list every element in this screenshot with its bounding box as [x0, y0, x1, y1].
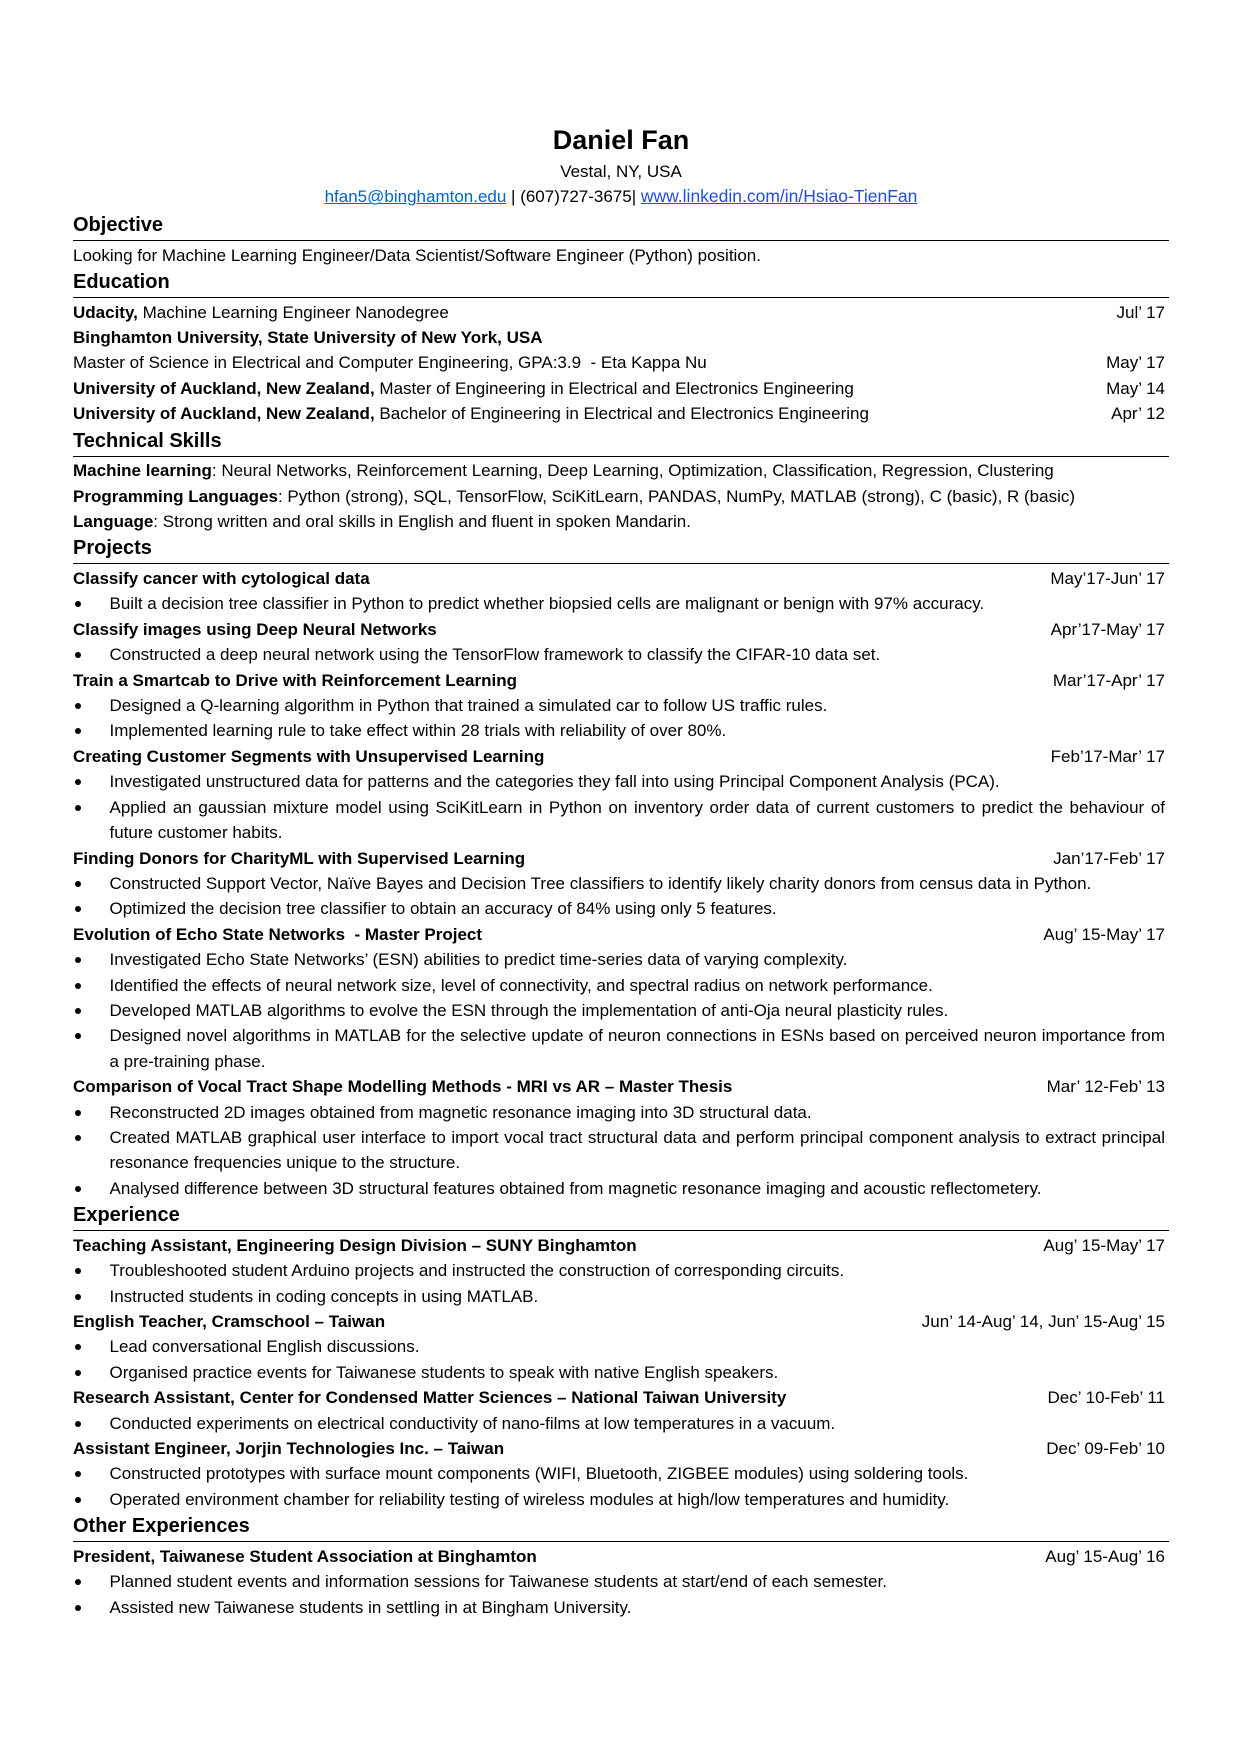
- education-entry: [73, 350, 1169, 375]
- phone-text: | (607)727-3675|: [506, 187, 641, 207]
- experience-bullet: [73, 1360, 1169, 1385]
- objective-statement: Looking for Machine Learning Engineer/Data Scientist/Software Engineer (Python) position.: [73, 245, 761, 265]
- bullet-icon: [75, 1135, 81, 1141]
- bullet-text: Identified the effects of neural network size, level of connectivity, and spectral radius on network performance.: [109, 975, 933, 995]
- section-heading-other-experiences: Other Experiences: [73, 1512, 1169, 1542]
- bullet-icon: [75, 881, 81, 887]
- project-date: Mar’ 12-Feb’ 13: [1046, 1077, 1165, 1097]
- project-date: Jan’17-Feb’ 17: [1053, 848, 1165, 868]
- project-bullet: [73, 795, 1169, 846]
- bullet-text: Conducted experiments on electrical conductivity of nano-films at low temperatures in a vacuum.: [109, 1413, 836, 1433]
- project-bullet: [73, 1100, 1169, 1125]
- candidate-name: Daniel Fan: [552, 125, 690, 155]
- contact-line: [73, 184, 1169, 209]
- project-title: Comparison of Vocal Tract Shape Modelling Methods - MRI vs AR – Master Thesis: [73, 1077, 733, 1097]
- experience-bullet: [73, 1334, 1169, 1359]
- bullet-icon: [75, 1497, 81, 1503]
- bullet-icon: [75, 1471, 81, 1477]
- bullet-text: Instructed students in coding concepts in using MATLAB.: [109, 1286, 539, 1306]
- project-title: Evolution of Echo State Networks - Master Project: [73, 924, 483, 944]
- experience-header: [73, 1233, 1169, 1258]
- email-link[interactable]: hfan5@binghamton.edu: [324, 187, 507, 207]
- bullet-icon: [75, 1605, 81, 1611]
- project-header: [73, 744, 1169, 769]
- other-experience-bullet: [73, 1595, 1169, 1620]
- education-entry: [73, 401, 1169, 426]
- bullet-icon: [75, 1186, 81, 1192]
- bullet-icon: [75, 1294, 81, 1300]
- bullet-text: Optimized the decision tree classifier to obtain an accuracy of 84% using only 5 features.: [109, 899, 777, 919]
- bullet-icon: [75, 1110, 81, 1116]
- project-title: Finding Donors for CharityML with Supervised Learning: [73, 848, 526, 868]
- skill-row: [73, 484, 1169, 509]
- education-entry-text: [73, 401, 869, 426]
- education-entry-text: [73, 350, 707, 375]
- bullet-text: Analysed difference between 3D structural features obtained from magnetic resonance imaging and acoustic reflectometery.: [109, 1178, 1042, 1198]
- project-title: Creating Customer Segments with Unsupervised Learning: [73, 746, 545, 766]
- other-experience-header: [73, 1544, 1169, 1569]
- project-bullet: [73, 947, 1169, 972]
- education-institution: Binghamton University, State University of New York, USA: [73, 328, 543, 347]
- project-bullet: [73, 896, 1169, 921]
- bullet-text: Troubleshooted student Arduino projects and instructed the construction of corresponding circuits.: [109, 1261, 845, 1281]
- project-bullet: [73, 642, 1169, 667]
- bullet-text: Assisted new Taiwanese students in settling in at Bingham University.: [109, 1597, 632, 1617]
- education-entry: [73, 325, 1169, 350]
- bullet-icon: [75, 652, 81, 658]
- objective-text: [73, 243, 1169, 268]
- experience-bullet: [73, 1487, 1169, 1512]
- bullet-text: Created MATLAB graphical user interface to import vocal tract structural data and perform principal component analysis to extract principal resonance frequencies unique to the structure.: [109, 1127, 1170, 1173]
- bullet-icon: [75, 906, 81, 912]
- project-header: [73, 566, 1169, 591]
- project-title: Train a Smartcab to Drive with Reinforcement Learning: [73, 670, 517, 690]
- project-bullet: [73, 769, 1169, 794]
- experience-title: Research Assistant, Center for Condensed Matter Sciences – National Taiwan University: [73, 1388, 787, 1408]
- experience-date: Dec’ 09-Feb’ 10: [1046, 1439, 1165, 1459]
- project-header: [73, 617, 1169, 642]
- education-institution: University of Auckland, New Zealand,: [73, 378, 375, 398]
- experience-bullet: [73, 1411, 1169, 1436]
- education-entry: [73, 300, 1169, 325]
- linkedin-link[interactable]: www.linkedin.com/in/Hsiao-TienFan: [640, 186, 918, 207]
- project-bullet: [73, 871, 1169, 896]
- bullet-text: Lead conversational English discussions.: [109, 1337, 420, 1357]
- skill-detail: : Neural Networks, Reinforcement Learning, Deep Learning, Optimization, Classification, Regression, Clustering: [211, 461, 1054, 481]
- bullet-text: Constructed Support Vector, Naïve Bayes and Decision Tree classifiers to identify likely charity donors from census data in Python.: [109, 873, 1092, 893]
- skill-detail: : Strong written and oral skills in English and fluent in spoken Mandarin.: [153, 512, 691, 532]
- education-date: May’ 17: [1106, 353, 1165, 373]
- project-date: Apr’17-May’ 17: [1050, 619, 1165, 639]
- bullet-text: Constructed a deep neural network using the TensorFlow framework to classify the CIFAR-10 data set.: [109, 645, 881, 665]
- bullet-text: Designed a Q-learning algorithm in Python that trained a simulated car to follow US traffic rules.: [109, 696, 828, 716]
- project-date: Aug’ 15-May’ 17: [1043, 924, 1165, 944]
- experience-bullet: [73, 1461, 1169, 1486]
- bullet-icon: [75, 1579, 81, 1585]
- bullet-icon: [75, 1008, 81, 1014]
- project-title: Classify images using Deep Neural Networks: [73, 619, 437, 639]
- bullet-text: Implemented learning rule to take effect within 28 trials with reliability of over 80%.: [109, 721, 727, 741]
- education-entry: [73, 376, 1169, 401]
- bullet-icon: [75, 703, 81, 709]
- education-date: Apr’ 12: [1111, 404, 1165, 424]
- bullet-icon: [75, 779, 81, 785]
- education-program: Master of Science in Electrical and Computer Engineering, GPA:3.9 - Eta Kappa Nu: [73, 353, 707, 373]
- section-heading-objective: Objective: [73, 211, 1169, 241]
- bullet-icon: [75, 983, 81, 989]
- project-bullet: [73, 591, 1169, 616]
- bullet-icon: [75, 728, 81, 734]
- project-bullet: [73, 1023, 1169, 1074]
- education-institution: University of Auckland, New Zealand,: [73, 404, 375, 424]
- other-experience-date: Aug’ 15-Aug’ 16: [1045, 1546, 1165, 1566]
- skill-row: [73, 509, 1169, 534]
- experience-title: Teaching Assistant, Engineering Design Division – SUNY Binghamton: [73, 1235, 637, 1255]
- bullet-icon: [75, 1421, 81, 1427]
- education-entry-text: [73, 376, 854, 401]
- experience-date: Aug’ 15-May’ 17: [1043, 1235, 1165, 1255]
- project-header: [73, 846, 1169, 871]
- experience-title: Assistant Engineer, Jorjin Technologies Inc. – Taiwan: [73, 1439, 505, 1459]
- bullet-icon: [75, 1370, 81, 1376]
- project-date: Feb’17-Mar’ 17: [1050, 746, 1165, 766]
- bullet-icon: [75, 601, 81, 607]
- bullet-icon: [75, 805, 81, 811]
- project-bullet: [73, 1176, 1169, 1201]
- experience-header: [73, 1436, 1169, 1461]
- bullet-text: Applied an gaussian mixture model using SciKitLearn in Python on inventory order data of current customers to predict the behaviour of future customer habits.: [109, 797, 1170, 843]
- project-header: [73, 922, 1169, 947]
- experience-bullet: [73, 1284, 1169, 1309]
- bullet-icon: [75, 1268, 81, 1274]
- experience-date: Dec’ 10-Feb’ 11: [1047, 1388, 1165, 1408]
- resume-content: [73, 122, 1169, 1620]
- bullet-text: Constructed prototypes with surface mount components (WIFI, Bluetooth, ZIGBEE modules) using soldering tools.: [109, 1464, 969, 1484]
- skill-row: [73, 458, 1169, 483]
- skill-label: Language: [73, 512, 154, 532]
- experience-title: English Teacher, Cramschool – Taiwan: [73, 1312, 386, 1331]
- project-bullet: [73, 1125, 1169, 1176]
- bullet-text: Investigated unstructured data for patterns and the categories they fall into using Principal Component Analysis (PCA).: [109, 772, 1000, 792]
- bullet-icon: [75, 1033, 81, 1039]
- bullet-text: Developed MATLAB algorithms to evolve the ESN through the implementation of anti-Oja neural plasticity rules.: [109, 1000, 949, 1020]
- education-program: Master of Engineering in Electrical and Electronics Engineering: [379, 378, 854, 398]
- bullet-text: Planned student events and information sessions for Taiwanese students at start/end of each semester.: [109, 1572, 887, 1592]
- project-header: [73, 1074, 1169, 1099]
- section-heading-education: Education: [73, 268, 1169, 298]
- education-date: May’ 14: [1106, 378, 1165, 398]
- bullet-icon: [75, 957, 81, 963]
- project-date: May’17-Jun’ 17: [1050, 569, 1165, 589]
- project-bullet: [73, 693, 1169, 718]
- skill-label: Machine learning: [73, 461, 212, 481]
- other-experience-bullet: [73, 1569, 1169, 1594]
- experience-header: [73, 1385, 1169, 1410]
- project-bullet: [73, 998, 1169, 1023]
- bullet-text: Organised practice events for Taiwanese students to speak with native English speakers.: [109, 1362, 779, 1382]
- project-date: Mar’17-Apr’ 17: [1052, 670, 1165, 690]
- education-entry-text: [73, 325, 543, 350]
- skill-label: Programming Languages: [73, 486, 278, 506]
- bullet-text: Operated environment chamber for reliability testing of wireless modules at high/low temperatures and humidity.: [109, 1489, 950, 1509]
- section-heading-experience: Experience: [73, 1201, 1169, 1231]
- experience-header: [73, 1309, 1169, 1334]
- section-heading-projects: Projects: [73, 534, 1169, 564]
- education-program: Machine Learning Engineer Nanodegree: [142, 302, 449, 322]
- education-program: Bachelor of Engineering in Electrical and Electronics Engineering: [379, 404, 869, 424]
- education-institution: Udacity,: [73, 302, 138, 322]
- bullet-text: Designed novel algorithms in MATLAB for the selective update of neuron connections in ESNs based on perceived neuron importance from a pre-training phase.: [109, 1026, 1170, 1071]
- bullet-icon: [75, 1344, 81, 1350]
- project-bullet: [73, 973, 1169, 998]
- education-entry-text: [73, 300, 449, 325]
- project-header: [73, 668, 1169, 693]
- experience-date: Jun’ 14-Aug’ 14, Jun’ 15-Aug’ 15: [921, 1312, 1165, 1331]
- project-bullet: [73, 718, 1169, 743]
- education-date: Jul’ 17: [1116, 302, 1165, 322]
- section-heading-skills: Technical Skills: [73, 427, 1169, 457]
- location-text: Vestal, NY, USA: [560, 162, 682, 181]
- bullet-text: Investigated Echo State Networks’ (ESN) abilities to predict time-series data of varying complexity.: [109, 950, 848, 970]
- bullet-text: Built a decision tree classifier in Python to predict whether biopsied cells are malignant or benign with 97% accuracy.: [109, 594, 985, 614]
- other-experience-title: President, Taiwanese Student Association at Binghamton: [73, 1546, 537, 1566]
- bullet-text: Reconstructed 2D images obtained from magnetic resonance imaging into 3D structural data.: [109, 1102, 812, 1122]
- skill-detail: : Python (strong), SQL, TensorFlow, SciKitLearn, PANDAS, NumPy, MATLAB (strong), C (basic), R (basic): [277, 486, 1076, 506]
- experience-bullet: [73, 1258, 1169, 1283]
- project-title: Classify cancer with cytological data: [73, 569, 370, 589]
